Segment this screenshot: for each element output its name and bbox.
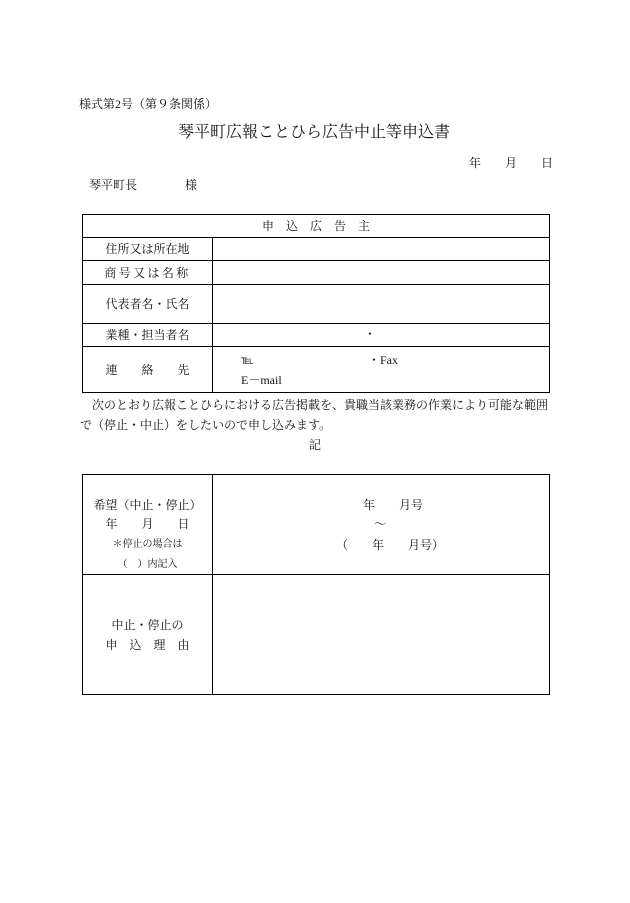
email-label: E－mail xyxy=(241,373,282,387)
issue-to: （ 年 月号） xyxy=(336,538,445,552)
table-row xyxy=(83,324,549,346)
fax-label: ・Fax xyxy=(368,353,399,367)
applicant-table xyxy=(82,214,550,393)
suspend-note-2: （ ）内記入 xyxy=(117,559,178,570)
address-value-cell xyxy=(213,238,549,260)
company-name-value-cell xyxy=(213,261,549,284)
contact-label: 連 絡 先 xyxy=(105,362,190,377)
request-table xyxy=(82,474,550,695)
table-row xyxy=(83,238,549,260)
table-row xyxy=(83,347,549,392)
business-value-cell xyxy=(213,324,549,346)
tel-label: ℡ xyxy=(241,353,254,367)
date-line: 年 月 日 xyxy=(469,156,554,170)
suspend-note: ＊停止の場合は xyxy=(112,539,183,550)
business-label: 業種・担当者名 xyxy=(105,328,190,342)
form-title: 琴平町広報ことひら広告中止等申込書 xyxy=(177,124,450,141)
addressee: 琴平町長 様 xyxy=(89,178,198,192)
desired-date-label: 年 月 日 xyxy=(105,517,190,531)
reason-label-1: 中止・停止の xyxy=(111,618,184,632)
reason-value-cell xyxy=(213,575,549,694)
applicant-header-row xyxy=(83,215,549,237)
representative-value-cell xyxy=(213,285,549,323)
representative-label: 代表者名・氏名 xyxy=(105,297,190,311)
issue-from: 年 月号 xyxy=(363,498,424,512)
reason-label-2: 申 込 理 由 xyxy=(105,638,190,652)
form-number: 様式第2号（第９条関係） xyxy=(79,97,218,111)
body-text-line-2: で（停止・中止）をしたいので申し込みます。 xyxy=(80,418,332,432)
applicant-header: 申 込 広 告 主 xyxy=(261,219,370,233)
desired-label: 希望（中止・停止） xyxy=(93,498,202,512)
address-label: 住所又は所在地 xyxy=(105,242,190,256)
table-row xyxy=(83,285,549,323)
table-row xyxy=(83,261,549,284)
company-name-label: 商号又は名称 xyxy=(104,265,191,280)
ki-label: 記 xyxy=(308,438,321,452)
business-separator: ・ xyxy=(364,327,377,341)
body-text-line-1: 次のとおり広報ことひらにおける広告掲載を、貴職当該業務の作業により可能な範囲 xyxy=(80,398,549,412)
range-mark: ～ xyxy=(374,517,387,531)
